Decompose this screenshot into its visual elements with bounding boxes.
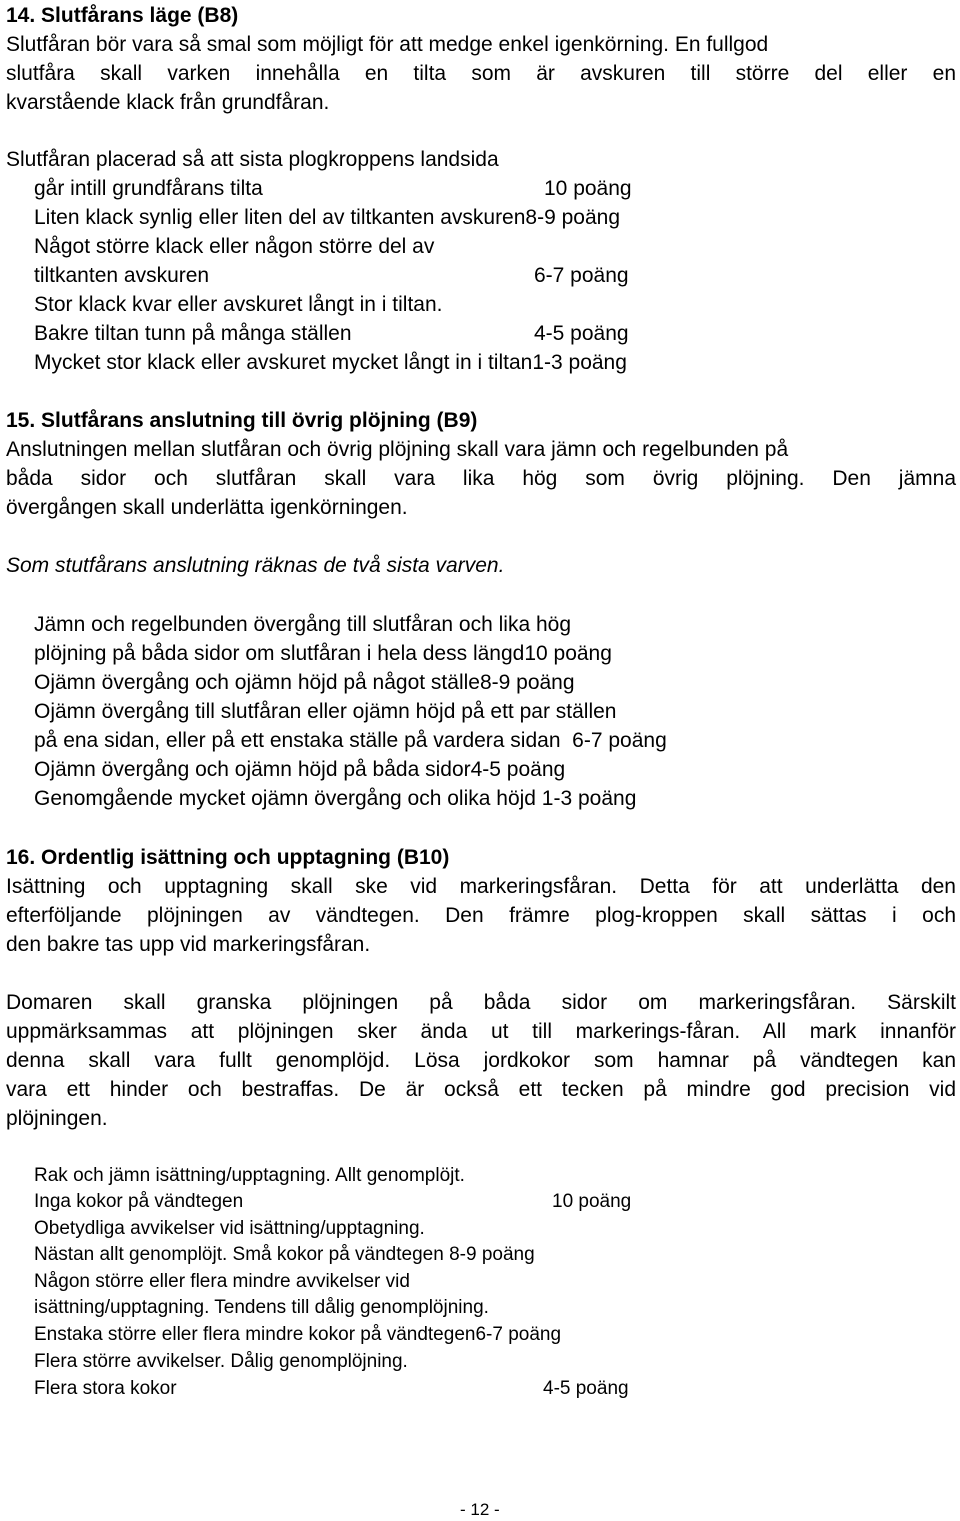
s14-criterion-line-7: Bakre tiltan tunn på många ställen bbox=[34, 322, 352, 345]
s14-criterion-line-6: Stor klack kvar eller avskuret långt in i tiltan. bbox=[34, 293, 443, 316]
section-16-intro-line-2: efterföljande plöjningen av vändtegen. Den främre plog-kroppen skall sättas i och bbox=[6, 904, 956, 927]
page-number: - 12 - bbox=[460, 1500, 500, 1519]
s16-points-4-5: 4-5 poäng bbox=[543, 1378, 629, 1399]
section-16-para2-line-5: plöjningen. bbox=[6, 1107, 108, 1130]
s16-criterion-line-8: Flera större avvikelser. Dålig genomplöjning. bbox=[34, 1351, 408, 1372]
section-14-intro-line-2: slutfåra skall varken innehålla en tilta som är avskuren till större del eller en bbox=[6, 62, 956, 85]
section-15-intro-line-2: båda sidor och slutfåran skall vara lika hög som övrig plöjning. Den jämna bbox=[6, 467, 956, 490]
s14-criterion-line-4: Något större klack eller någon större del av bbox=[34, 235, 435, 258]
section-14-heading: 14. Slutfårans läge (B8) bbox=[6, 4, 239, 27]
s16-criterion-line-6: isättning/upptagning. Tendens till dålig genomplöjning. bbox=[34, 1297, 489, 1318]
section-16-para2-line-4: vara ett hinder och bestraffas. De är också ett tecken på mindre god precision vid bbox=[6, 1078, 956, 1101]
s14-criterion-line-2: går intill grundfårans tilta bbox=[34, 177, 263, 200]
s14-criterion-line-5: tiltkanten avskuren bbox=[34, 264, 210, 287]
s16-points-10: 10 poäng bbox=[552, 1191, 632, 1212]
s16-criterion-line-2: Inga kokor på vändtegen bbox=[34, 1191, 244, 1212]
section-15-note: Som stutfårans anslutning räknas de två sista varven. bbox=[6, 554, 505, 577]
s16-criterion-line-9: Flera stora kokor bbox=[34, 1378, 177, 1399]
s15-criterion-line-5: på ena sidan, eller på ett enstaka ställe på vardera sidan 6-7 poäng bbox=[34, 729, 667, 752]
s14-points-4-5: 4-5 poäng bbox=[534, 322, 629, 345]
s16-criterion-line-7: Enstaka större eller flera mindre kokor på vändtegen6-7 poäng bbox=[34, 1324, 562, 1345]
s16-criterion-line-5: Någon större eller flera mindre avvikelser vid bbox=[34, 1271, 410, 1292]
s15-criterion-line-4: Ojämn övergång till slutfåran eller ojämn höjd på ett par ställen bbox=[34, 700, 617, 723]
s15-criterion-line-2: plöjning på båda sidor om slutfåran i hela dess längd10 poäng bbox=[34, 642, 612, 665]
section-15-intro-line-3: övergången skall underlätta igenkörningen. bbox=[6, 496, 408, 519]
s16-criterion-line-1: Rak och jämn isättning/upptagning. Allt genomplöjt. bbox=[34, 1165, 465, 1186]
s14-criterion-line-3: Liten klack synlig eller liten del av tiltkanten avskuren8-9 poäng bbox=[34, 206, 621, 229]
s16-criterion-line-3: Obetydliga avvikelser vid isättning/upptagning. bbox=[34, 1218, 425, 1239]
section-16-para2-line-1: Domaren skall granska plöjningen på båda sidor om markeringsfåran. Särskilt bbox=[6, 991, 956, 1014]
section-15-intro-line-1: Anslutningen mellan slutfåran och övrig plöjning skall vara jämn och regelbunden på bbox=[6, 438, 789, 461]
s14-criterion-line-1: Slutfåran placerad så att sista plogkroppens landsida bbox=[6, 148, 499, 171]
s14-points-10: 10 poäng bbox=[544, 177, 632, 200]
s15-criterion-line-7: Genomgående mycket ojämn övergång och olika höjd 1-3 poäng bbox=[34, 787, 637, 810]
section-14-intro-line-3: kvarstående klack från grundfåran. bbox=[6, 91, 330, 114]
s15-criterion-line-3: Ojämn övergång och ojämn höjd på något ställe8-9 poäng bbox=[34, 671, 575, 694]
s15-criterion-line-1: Jämn och regelbunden övergång till slutfåran och lika hög bbox=[34, 613, 572, 636]
s14-points-6-7: 6-7 poäng bbox=[534, 264, 629, 287]
s14-criterion-line-8: Mycket stor klack eller avskuret mycket långt in i tiltan1-3 poäng bbox=[34, 351, 627, 374]
s16-criterion-line-4: Nästan allt genomplöjt. Små kokor på vändtegen 8-9 poäng bbox=[34, 1244, 535, 1265]
section-16-intro-line-1: Isättning och upptagning skall ske vid markeringsfåran. Detta för att underlätta den bbox=[6, 875, 956, 898]
section-14-intro-line-1: Slutfåran bör vara så smal som möjligt för att medge enkel igenkörning. En fullgod bbox=[6, 33, 769, 56]
section-15-heading: 15. Slutfårans anslutning till övrig plöjning (B9) bbox=[6, 409, 478, 432]
s15-criterion-line-6: Ojämn övergång och ojämn höjd på båda sidor4-5 poäng bbox=[34, 758, 566, 781]
section-16-para2-line-3: denna skall vara fullt genomplöjd. Lösa jordkokor som hamnar på vändtegen kan bbox=[6, 1049, 956, 1072]
section-16-heading: 16. Ordentlig isättning och upptagning (B10) bbox=[6, 846, 450, 869]
section-16-intro-line-3: den bakre tas upp vid markeringsfåran. bbox=[6, 933, 371, 956]
section-16-para2-line-2: uppmärksammas att plöjningen sker ända ut till markerings-fåran. All mark innanför bbox=[6, 1020, 956, 1043]
